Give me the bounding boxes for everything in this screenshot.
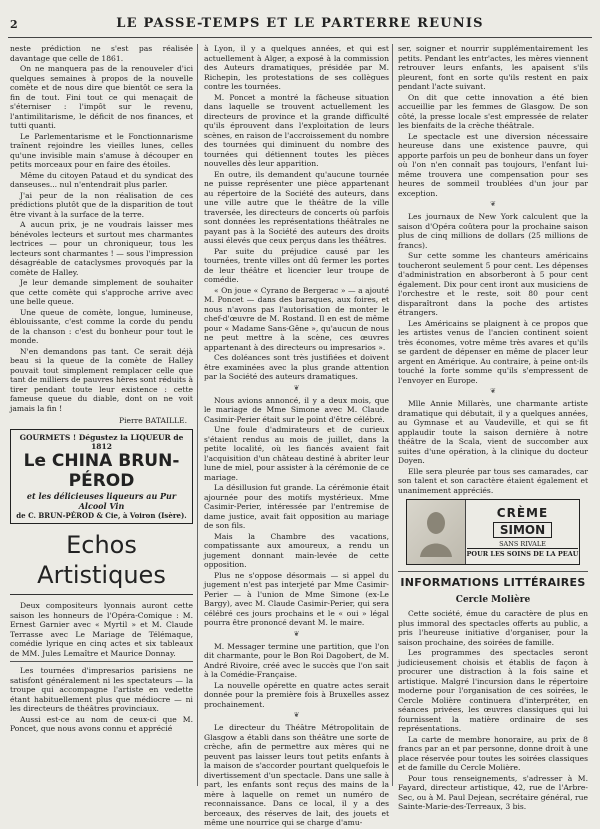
paragraph: Aussi est-ce au nom de ceux-ci que M. Poncet, que nous avons connu et apprécié [10,714,193,733]
paragraph: Mlle Annie Millarès, une charmante artiste dramatique qui débutait, il y a quelques années, au Gymnase et au Vaudeville, et qui se fit applaudir toute la saison dernière à notre théâtre de la Scala, vient de succomber aux suites d'une opération, à la clinique du docteur Doyen. [398,399,588,465]
section-heading: INFORMATIONS LITTÉRAIRES [400,576,586,589]
paragraph: Nous avions annoncé, il y a deux mois, que le mariage de Mme Simone avec M. Claude Casimir-Perier était sur le point d'être célébré. [204,395,389,424]
paragraph: On ne manquera pas de la renouveler d'ici quelques semaines à propos de la nouvelle comète et de nous dire que bientôt ce sera la fin de tout. Fini tout ce qui menaçait de s'éterniser : l'impôt sur le revenu, l'antimilitarisme, le déficit de nos finances, et tutti quanti. [10,64,193,130]
paragraph: La carte de membre honoraire, au prix de 8 francs par an et par personne, donne droit à une place réservée pour toutes les soirées classiques et de famille du Cercle Molière. [398,734,588,772]
portrait-image [407,500,466,564]
paragraph: En outre, ils demandent qu'aucune tournée ne puisse représenter une pièce appartenant au répertoire de la Société des auteurs, dans une ville autre que le théâtre de la ville traversée, les directeurs de concerts où parfois sont données les représentations théâtrales ne payant pas à la Société des auteurs des droits aussi élevés que ceux perçus dans les théâtres. [204,169,389,245]
ad-line: de C. BRUN-PÉROD & Cie, à Voiron (Isère). [16,511,187,520]
paragraph: Ces doléances sont très justifiées et doivent être examinées avec la plus grande attention par la Société des auteurs dramatiques. [204,353,389,381]
section-heading: Echos Artistiques [10,530,193,595]
paragraph: Les tournées d'impresarios parisiens ne satisfont généralement ni les spectateurs — la troupe qui accompagne l'artiste en vedette étant habituellement plus que médiocre — ni les directeurs de théâtres provinciaux. [10,666,193,713]
ad-line: SANS RIVALE [499,540,546,548]
section-separator: ❦ [490,200,496,208]
creme-simon-advertisement [406,499,580,565]
paragraph: M. Messager termine une partition, que l'on dit charmante, pour le Bon Roi Dagobert, de M. André Rivoire, créé avec le succès que l'on sait à la Comédie-Française. [204,641,389,679]
ad-brand: CRÈME [496,506,549,520]
paragraph: Par suite du préjudice causé par les tournées, trente villes ont dû fermer les portes de leur théâtre et licencier leur troupe de comédie. [204,246,389,284]
paragraph: M. Poncet a montré la fâcheuse situation dans laquelle se trouvent actuellement les directeurs de province et la grande difficulté qu'ils éprouvent dans l'exploitation de leurs scènes, en raison de l'accroissement du nombre des tournées qui diminuent du nombre des tournées qui détiennent toutes les pièces nouvelles dès leur apparition. [204,92,390,168]
divider [10,661,193,662]
paragraph: N'en demandons pas tant. Ce serait déjà beau si la queue de la comète de Halley pouvait tout simplement remplacer celle que tant de milliers de pauvres hères sont réduits à tirer pendant toute leur existence : cette fameuse queue du diable, dont on ne voit jamais la fin ! [10,346,193,413]
column-right [398,44,588,813]
paragraph: La désillusion fut grande. La cérémonie était ajournée pour des motifs mystérieux. Mme Casimir-Perier, intéressée par l'entremise de dame justice, avait fait opposition au mariage de son fils. [204,483,389,530]
paragraph: « On joue « Cyrano de Bergerac » — a ajouté M. Poncet — dans des baraques, aux foires, et nous n'avons pas l'autorisation de monter le chef-d'œuvre de M. Rostand. Il en est de même pour « Madame Sans-Gêne », qu'aucun de nous ne peut mettre à la scène, ces œuvres appartenant à des directeurs ou impresarios ». [204,285,389,352]
paragraph: Cette société, émue du caractère de plus en plus immoral des spectacles offerts au public, a pris l'heureuse initiative d'organiser, pour la saison prochaine, des soirées de famille. [398,609,588,647]
paragraph: On dit que cette innovation a été bien accueillie par les femmes de Glasgow. De son côté, la presse locale s'est empressée de relater les bienfaits de la crèche théâtrale. [398,92,588,130]
paragraph: Le Parlementarisme et le Fonctionnarisme traînent rejoindre les vieilles lunes, celles qu'une invisible main s'amuse à découper en petits morceaux pour en faire des étoiles. [10,131,193,169]
section-separator: ❦ [490,387,496,395]
paragraph: neste prédiction ne s'est pas réalisée davantage que celle de 1861. [10,44,193,63]
header-rule [8,37,592,38]
column-left [10,44,193,735]
paragraph: Une queue de comète, longue, lumineuse, éblouissante, c'est comme la corde du pendu de la chanson : c'est du bonheur pour tout le monde. [10,307,193,345]
divider [398,571,588,572]
paragraph: Plus ne s'oppose désormais — si appel du jugement n'est pas interjeté par Mme Casimir-Perier — à l'union de Mme Simone (ex-Le Bargy), avec M. Claude Casimir-Perier, qui sera célébré ces jours prochains et le « oui » légal pourra être prononcé devant M. le maire. [204,570,389,627]
paragraph: à Lyon, il y a quelques années, et qui est actuellement à Alger, a exposé à la commission des Auteurs dramatiques, présidée par M. Richepin, les protestations de ses collègues contre les tournées. [204,44,389,91]
liqueur-advertisement [10,429,193,524]
paragraph: Les Américains se plaignent à ce propos que les artistes venus de l'ancien continent soient très économes, votre même très avares et qu'ils se gardent de dépenser en même de placer leur argent en Amérique. Au contraire, à peine ont-ils touché la forte somme qu'ils s'empressent de l'envoyer en Europe. [398,318,588,385]
subsection-heading: Cercle Molière [455,595,531,605]
paragraph: Une foule d'admirateurs et de curieux s'étaient rendus au mois de juillet, dans la petite localité, où les fiancés avaient fait l'acquisition d'un château destiné à abriter leur lune de miel, pour assister à la cérémonie de ce mariage. [204,425,389,482]
column-divider [197,44,198,786]
ad-line: POUR LES SOINS DE LA PEAU [466,550,579,558]
paragraph: J'ai peur de la non réalisation de ces prédictions plutôt que de la disparition de tout être vivant à la surface de la terre. [10,190,193,219]
paragraph: Elle sera pleurée par tous ses camarades, car son talent et son caractère étaient également et unanimement appréciés. [398,466,588,495]
newspaper-title: LE PASSE-TEMPS ET LE PARTERRE REUNIS [116,16,484,31]
portrait-icon [416,507,456,557]
paragraph: Le spectacle est une diversion nécessaire heureuse dans une existence pauvre, qui apporte parfois un peu de bonheur dans un foyer où l'on n'en connaît pas toujours, l'enfant lui-même trouvera une compensation pour ses heures de sommeil troublées d'un jour par exception. [398,131,588,198]
ad-line: et les délicieuses liqueurs au Pur Alcool Vin [26,491,177,511]
column-divider [392,44,393,786]
paragraph: Je leur demande simplement de souhaiter que cette comète qui s'approche arrive avec une belle queue. [10,278,193,306]
author-signature: Pierre BATAILLE. [118,416,187,425]
page-header [8,6,592,42]
paragraph: ser, soigner et nourrir supplémentairement les petits. Pendant les entr'actes, les mères viennent retrouver leurs enfants, les apaisent s'ils pleurent, font en sorte qu'ils restent en paix pendant l'acte suivant. [398,44,588,91]
paragraph: Sur cette somme les chanteurs américains toucheront seulement 5 pour cent. Les dépenses d'administration en absorberont à 5 pour cent également. Dix pour cent iront aux musiciens de l'orchestre et le reste, soit 80 pour cent disparaîtront dans la poche des artistes étrangers. [398,251,588,317]
page-number: 2 [10,18,18,31]
paragraph: A aucun prix, je ne voudrais laisser mes bénévoles lecteurs et surtout mes charmantes lectrices — pour un chroniqueur, tous les lecteurs sont charmantes ! — sous l'impression désagréable de cataclysmes provoqués par la comète de Halley. [10,220,193,277]
paragraph: Les journaux de New York calculent que la saison d'Opéra coûtera pour la prochaine saison plus de cinq millions de dollars (25 millions de francs). [398,212,588,250]
paragraph: Les programmes des spectacles seront judicieusement choisis et établis de façon à procurer une distraction à la fois saine et artistique. Malgré l'incursion dans le répertoire moderne pour l'organisation de ces soirées, le Cercle Molière continuera d'interpréter, en séances privées, les œuvres classiques qui lui fournissent la matière ordinaire de ses représentations. [398,648,588,733]
paragraph: La nouvelle opérette en quatre actes serait donnée pour la première fois à Bruxelles assez prochainement. [204,680,389,709]
paragraph: Mais la Chambre des vacations, compatissante aux amoureux, a rendu un jugement donnant main-levée de cette opposition. [204,531,389,569]
paragraph: Le directeur du Théâtre Métropolitain de Glasgow a établi dans son théâtre une sorte de crèche, afin de permettre aux mères qui ne peuvent pas laisser leurs tout petits enfants à la maison de s'accorder pourtant quelquefois le divertissement d'un spectacle. Dans une salle à part, les enfants sont reçus des mains de la mère à laquelle on remet un numéro de reconnaissance. Dans ce local, il y a des berceaux, des réserves de lait, des jouets et même une nourrice qui se charge d'amu- [204,723,389,827]
paragraph: Même du citoyen Pataud et du syndicat des danseuses... nul n'entendrait plus parler. [10,170,193,189]
paragraph: Pour tous renseignements, s'adresser à M. Fayard, directeur artistique, 42, rue de l'Arbre-Sec, ou à M. Paul Dejean, secrétaire général, rue Sainte-Marie-des-Terreaux, 3 bis. [398,773,588,811]
section-separator: ❦ [293,383,300,392]
section-separator: ❦ [293,711,300,719]
ad-brand: Le CHINA BRUN-PÉROD [23,451,180,491]
section-separator: ❦ [293,629,300,638]
paragraph: Deux compositeurs lyonnais auront cette saison les honneurs de l'Opéra-Comique : M. Ernest Garnier avec « Myrtil » et M. Claude Terrasse avec Le Mariage de Télémaque, comédie lyrique en cinq actes et six tableaux de MM. Jules Lemaître et Maurice Donnay. [10,601,193,658]
column-middle [204,44,389,829]
ad-line: GOURMETS ! Dégustez la LIQUEUR de 1812 [19,433,184,451]
ad-brand: SIMON [493,522,552,538]
